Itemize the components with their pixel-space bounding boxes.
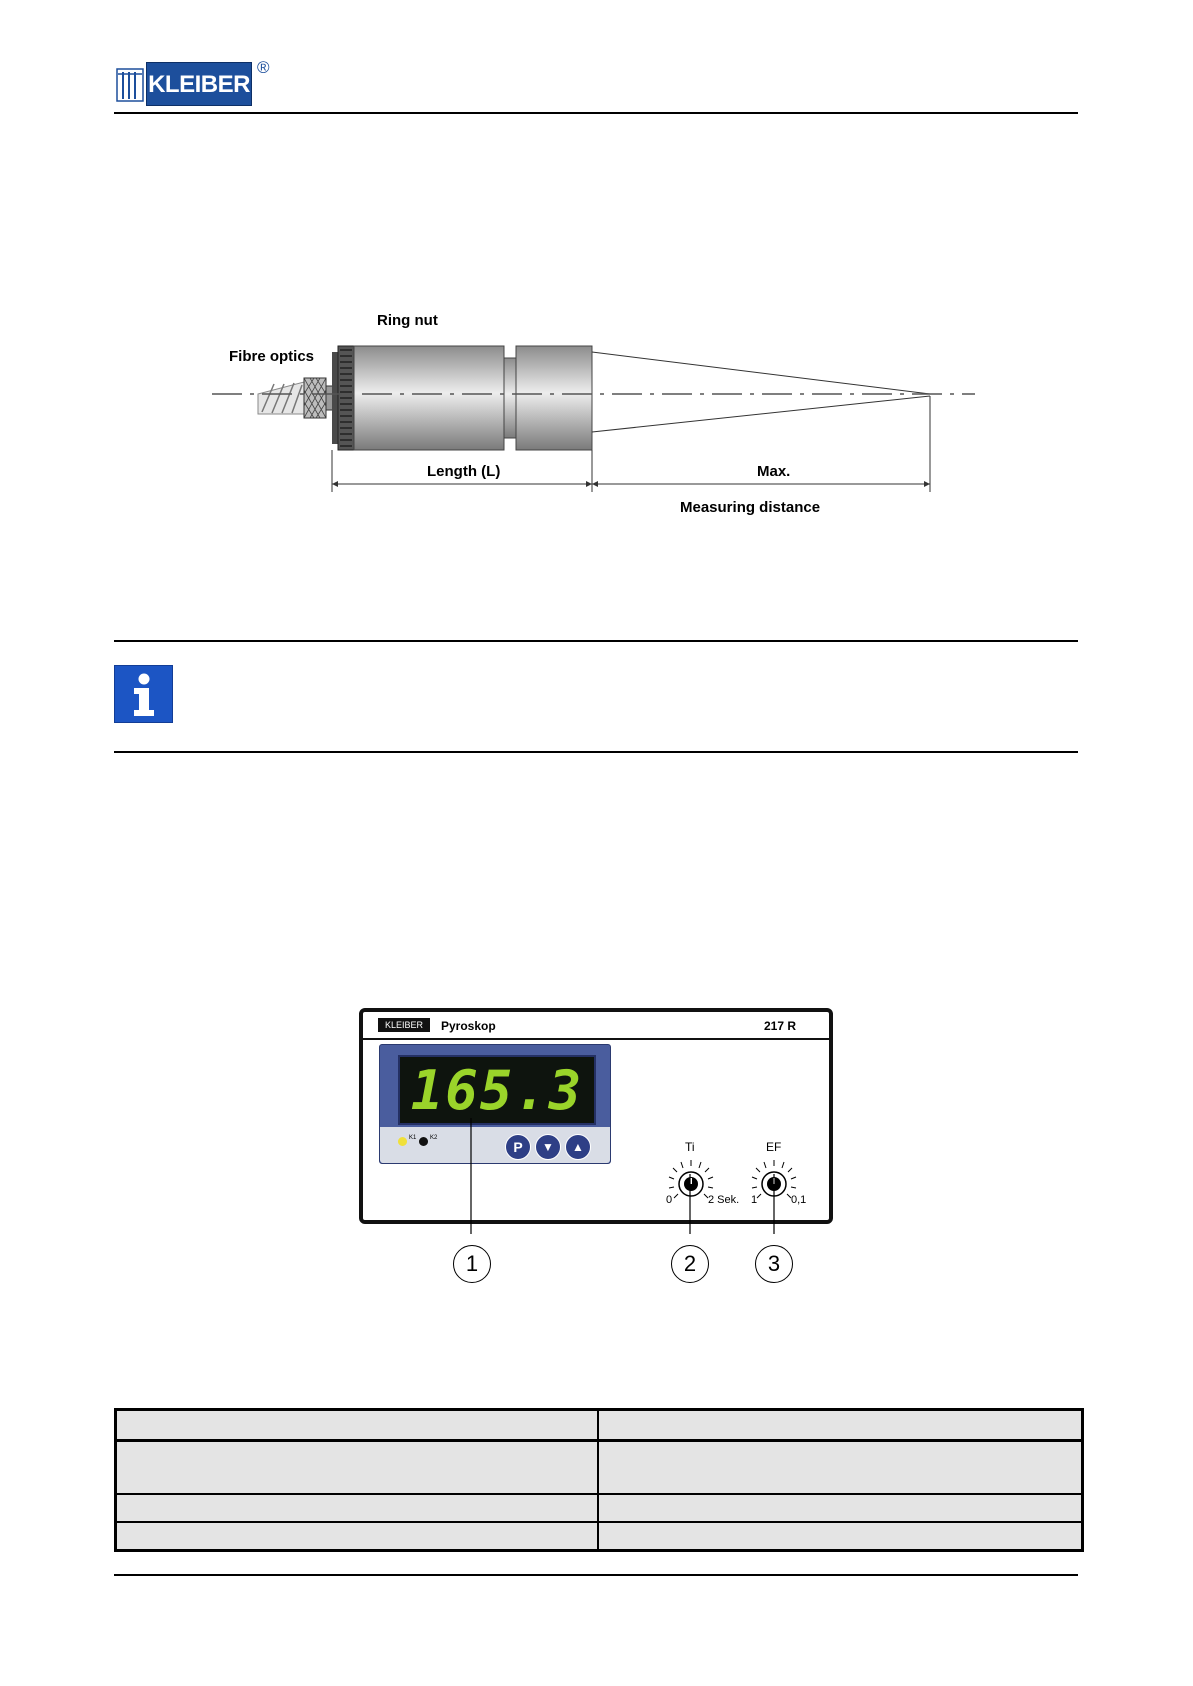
cone-upper-edge	[592, 352, 930, 394]
info-icon	[114, 665, 173, 723]
logo-mark-icon	[116, 68, 144, 102]
panel-brand: KLEIBER	[378, 1018, 430, 1032]
table-cell	[117, 1523, 599, 1549]
down-button[interactable]: ▼	[535, 1134, 561, 1160]
label-length: Length (L)	[427, 463, 501, 480]
table-row	[117, 1493, 1081, 1521]
table-header-row	[117, 1411, 1081, 1439]
pyrometer-diagram	[200, 300, 990, 530]
display-value: 165.3	[410, 1059, 584, 1122]
label-ring-nut: Ring nut	[377, 312, 438, 329]
callout-leaders	[0, 1110, 1193, 1250]
info-top-rule	[114, 640, 1078, 642]
panel-model: 217 R	[764, 1019, 797, 1033]
led-k2-label: K2	[430, 1135, 438, 1141]
panel-product-name: Pyroskop	[441, 1019, 496, 1033]
fibre-optic-cable	[258, 378, 334, 418]
label-fibre-optics: Fibre optics	[229, 348, 315, 365]
callout-1: 1	[453, 1245, 491, 1283]
table-cell	[599, 1442, 1081, 1493]
label-measuring-distance: Measuring distance	[680, 499, 821, 516]
spec-table	[114, 1408, 1084, 1552]
table-cell	[599, 1523, 1081, 1549]
table-cell	[117, 1442, 599, 1493]
kleiber-logo	[116, 60, 276, 106]
table-row	[117, 1521, 1081, 1549]
registered-mark: ®	[257, 58, 270, 77]
table-cell	[117, 1411, 599, 1439]
header-rule	[114, 112, 1078, 114]
panel-header-line	[359, 1038, 829, 1040]
p-button[interactable]: P	[505, 1134, 531, 1160]
callout-2: 2	[671, 1245, 709, 1283]
table-row	[117, 1439, 1081, 1493]
table-cell	[599, 1411, 1081, 1439]
ef-knob-label: EF	[766, 1140, 782, 1154]
ti-scale-max: 2 Sek.	[708, 1194, 740, 1206]
ti-knob-label: Ti	[685, 1140, 695, 1154]
label-max: Max.	[757, 463, 791, 480]
sensor-body	[332, 346, 592, 450]
footer-rule	[114, 1574, 1078, 1576]
ef-scale-min: 1	[751, 1194, 758, 1206]
ef-scale-max: 0,1	[791, 1194, 807, 1206]
logo-box	[146, 62, 252, 106]
ti-scale-min: 0	[666, 1194, 673, 1206]
logo-text: KLEIBER	[148, 71, 250, 98]
table-cell	[599, 1495, 1081, 1521]
table-cell	[117, 1495, 599, 1521]
led-k1-label: K1	[409, 1135, 417, 1141]
cone-lower-edge	[592, 396, 930, 432]
callout-3: 3	[755, 1245, 793, 1283]
info-bottom-rule	[114, 751, 1078, 753]
up-button[interactable]: ▲	[565, 1134, 591, 1160]
info-glyph-icon	[115, 666, 172, 722]
